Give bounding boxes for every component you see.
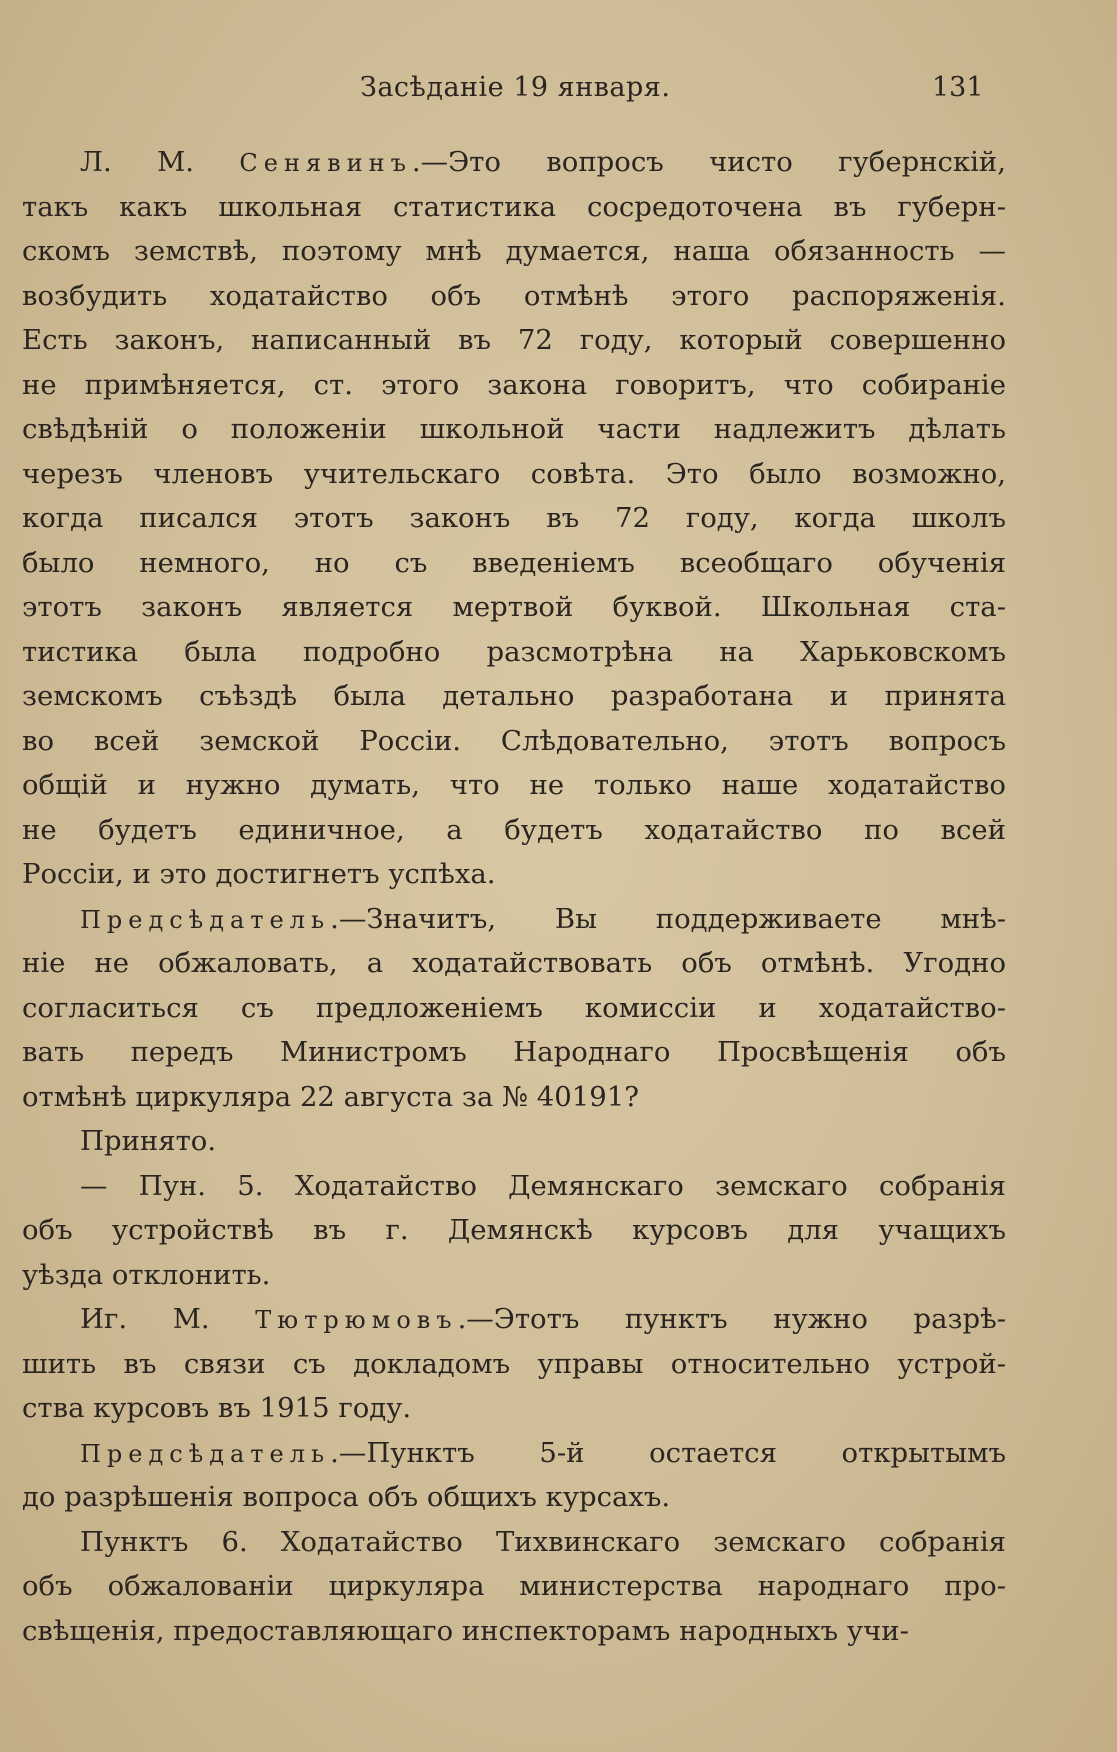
paragraph bbox=[22, 1119, 1006, 1164]
text-line bbox=[22, 1431, 1006, 1476]
text-line: этотъ законъ является мертвой буквой. Школьная ста- bbox=[22, 591, 1006, 623]
speaker-initials: Л. М. bbox=[80, 146, 240, 178]
text-line: не будетъ единичное, а будетъ ходатайство по всей bbox=[22, 813, 1006, 846]
running-header bbox=[0, 72, 1117, 122]
text-line: скомъ земствѣ, поэтому мнѣ думается, наша обязанность — bbox=[22, 235, 1006, 267]
text-line: земскомъ съѣздѣ была детально разработана и принята bbox=[22, 680, 1006, 712]
text-line: возбудить ходатайство объ отмѣнѣ этого распоряженія. bbox=[22, 279, 1006, 312]
page-number: 131 bbox=[932, 72, 984, 103]
text-line: во всей земской Россіи. Слѣдовательно, этотъ вопросъ bbox=[22, 724, 1006, 757]
text-line: такъ какъ школьная статистика сосредоточена въ губерн- bbox=[22, 190, 1006, 223]
speaker-name: Сенявинъ bbox=[239, 149, 412, 177]
speaker-name: Тютрюмовъ bbox=[255, 1306, 458, 1334]
paragraph bbox=[22, 1164, 1006, 1298]
text-line bbox=[22, 897, 1006, 942]
running-title: Засѣданіе 19 января. bbox=[360, 72, 671, 103]
text-line: Есть законъ, написанный въ 72 году, который совершенно bbox=[22, 324, 1006, 356]
text-line: ніе не обжаловать, а ходатайствовать объ отмѣнѣ. Угодно bbox=[22, 947, 1006, 979]
text-line bbox=[22, 1297, 1006, 1342]
text-line: — Пун. 5. Ходатайство Демянскаго земскаго собранія bbox=[80, 1169, 1006, 1202]
text-line: свѣдѣній о положеніи школьной части надлежитъ дѣлать bbox=[22, 413, 1006, 445]
text-line: уѣзда отклонить. bbox=[22, 1258, 271, 1291]
text-line: Принято. bbox=[80, 1125, 217, 1157]
text-line: шить въ связи съ докладомъ управы относительно устрой- bbox=[22, 1347, 1006, 1380]
line-text: .—Значитъ, Вы поддерживаете мнѣ- bbox=[330, 902, 1006, 935]
line-text: .—Пунктъ 5-й остается открытымъ bbox=[330, 1436, 1006, 1469]
paragraph bbox=[22, 1520, 1006, 1654]
text-line: объ обжалованіи циркуляра министерства народнаго про- bbox=[22, 1570, 1006, 1602]
text-line: свѣщенія, предоставляющаго инспекторамъ народныхъ учи- bbox=[22, 1614, 909, 1647]
paragraph bbox=[22, 140, 1006, 897]
text-line: было немного, но съ введеніемъ всеобщаго обученія bbox=[22, 546, 1006, 579]
text-line: когда писался этотъ законъ въ 72 году, когда школъ bbox=[22, 502, 1006, 534]
text-line: Россіи, и это достигнетъ успѣха. bbox=[22, 858, 496, 890]
text-line: согласиться съ предложеніемъ комиссіи и ходатайство- bbox=[22, 991, 1006, 1024]
line-text: .—Это вопросъ чисто губернскій, bbox=[411, 146, 1006, 178]
paragraph bbox=[22, 897, 1006, 1120]
text-line: черезъ членовъ учительскаго совѣта. Это было возможно, bbox=[22, 457, 1006, 490]
body-text bbox=[22, 140, 1006, 1653]
text-line: ства курсовъ въ 1915 году. bbox=[22, 1392, 412, 1424]
text-line: Пунктъ 6. Ходатайство Тихвинскаго земскаго собранія bbox=[80, 1525, 1006, 1558]
text-line: объ устройствѣ въ г. Демянскѣ курсовъ для учащихъ bbox=[22, 1214, 1006, 1246]
line-text: .—Этотъ пунктъ нужно разрѣ- bbox=[457, 1303, 1006, 1335]
text-line: вать передъ Министромъ Народнаго Просвѣщенія объ bbox=[22, 1036, 1006, 1068]
text-line: до разрѣшенія вопроса объ общихъ курсахъ. bbox=[22, 1481, 671, 1513]
speaker-name: Предсѣдатель bbox=[80, 1439, 331, 1468]
text-line: не примѣняется, ст. этого закона говоритъ, что собираніе bbox=[22, 368, 1006, 401]
text-line bbox=[22, 140, 1006, 185]
text-line: отмѣнѣ циркуляра 22 августа за № 40191? bbox=[22, 1080, 640, 1113]
text-line: тистика была подробно разсмотрѣна на Харьковскомъ bbox=[22, 635, 1006, 668]
paragraph bbox=[22, 1431, 1006, 1520]
paragraph bbox=[22, 1297, 1006, 1431]
speaker-initials: Иг. М. bbox=[80, 1303, 256, 1335]
text-line: общій и нужно думать, что не только наше ходатайство bbox=[22, 769, 1006, 801]
speaker-name: Предсѣдатель bbox=[80, 905, 331, 934]
